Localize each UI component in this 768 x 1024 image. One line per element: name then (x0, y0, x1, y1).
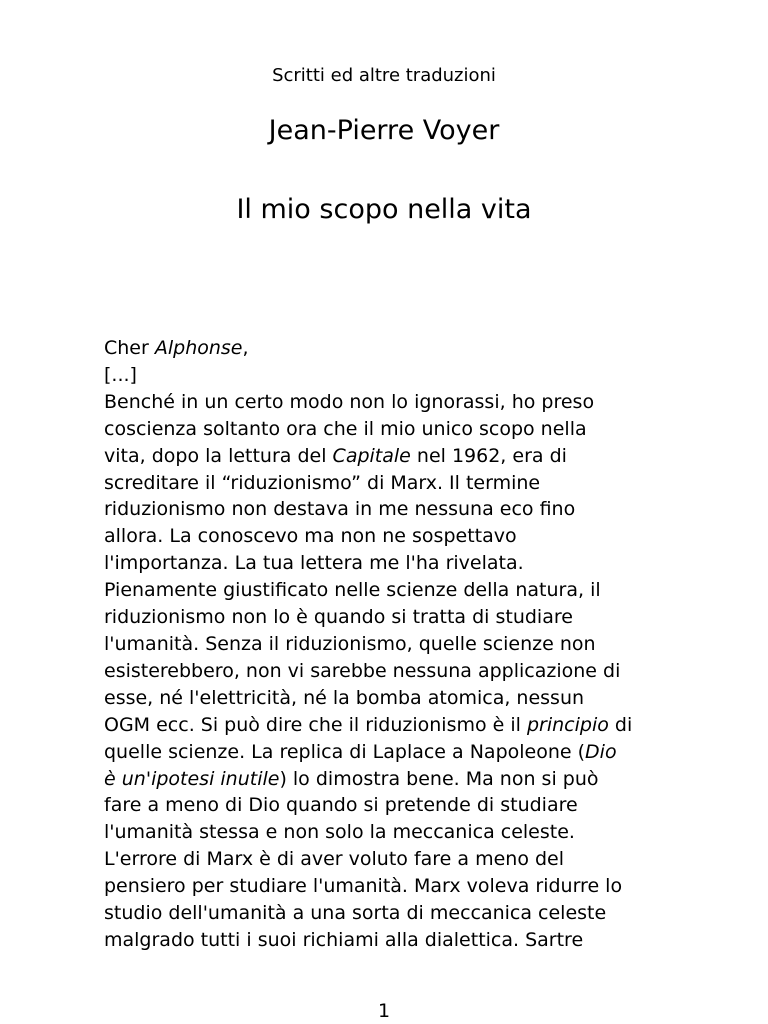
text-run: screditare il “riduzionismo” di Marx. Il termine (104, 471, 541, 494)
text-run: , (242, 337, 249, 359)
italic-text: ipotesi inutile (151, 767, 280, 790)
text-run: Cher (104, 337, 155, 359)
text-run: l'importanza. La tua lettera me l'ha rivelata. (104, 552, 524, 575)
body-line (104, 658, 684, 685)
document-title: Il mio scopo nella vita (236, 194, 532, 225)
italic-text: Dio (585, 740, 617, 763)
body-line (104, 900, 684, 927)
text-run: L'errore di Marx è di aver voluto fare a meno del (104, 848, 565, 871)
text-run: ) lo dimostra bene. Ma non si può (279, 767, 599, 790)
text-run: vita, dopo la lettura del (104, 444, 333, 467)
italic-text: è un (104, 767, 146, 790)
italic-text: Alphonse (154, 337, 243, 359)
body-line (104, 443, 684, 470)
italic-text: Capitale (332, 444, 411, 467)
body-line (104, 496, 684, 523)
text-run: esisterebbero, non vi sarebbe nessuna applicazione di (104, 659, 621, 682)
body-line (104, 927, 684, 954)
body-line (104, 685, 684, 712)
page-number: 1 (377, 1000, 391, 1022)
body-line (104, 631, 684, 658)
body-line (104, 873, 684, 900)
text-run: riduzionismo non destava in me nessuna eco fino (104, 498, 576, 521)
body-line (104, 792, 684, 819)
text-run: Pienamente giustificato nelle scienze della natura, il (104, 579, 601, 602)
body-line (104, 712, 684, 739)
text-run: pensiero per studiare l'umanità. Marx voleva ridurre lo (104, 875, 623, 898)
text-run: studio dell'umanità a una sorta di meccanica celeste (104, 902, 607, 925)
body-line (104, 577, 684, 604)
body-line (104, 335, 684, 362)
body-line (104, 819, 684, 846)
body-text (104, 335, 684, 954)
text-run: OGM ecc. Si può dire che il riduzionismo è il (104, 713, 527, 736)
text-run: nel 1962, era di (410, 444, 567, 467)
body-line (104, 739, 684, 766)
body-line (104, 523, 684, 550)
text-run: esse, né l'elettricità, né la bomba atomica, nessun (104, 686, 585, 709)
text-run: riduzionismo non lo è quando si tratta di studiare (104, 606, 573, 629)
text-run: quelle scienze. La replica di Laplace a Napoleone ( (104, 740, 586, 763)
author-name: Jean-Pierre Voyer (268, 115, 500, 146)
series-title: Scritti ed altre traduzioni (272, 65, 496, 86)
body-line (104, 846, 684, 873)
body-line (104, 416, 684, 443)
body-line (104, 550, 684, 577)
body-line (104, 766, 684, 793)
text-run: di (608, 713, 633, 736)
text-run: malgrado tutti i suoi richiami alla dialettica. Sartre (104, 928, 584, 951)
text-run: coscienza soltanto ora che il mio unico scopo nella (104, 417, 587, 440)
text-run: allora. La conoscevo ma non ne sospettavo (104, 525, 517, 548)
text-run: l'umanità. Senza il riduzionismo, quelle scienze non (104, 632, 596, 655)
body-line (104, 470, 684, 497)
italic-text: principio (526, 713, 609, 736)
text-run: fare a meno di Dio quando si pretende di studiare (104, 794, 578, 817)
body-line (104, 389, 684, 416)
body-line (104, 362, 684, 389)
text-run: l'umanità stessa e non solo la meccanica celeste. (104, 821, 575, 844)
text-run: Benché in un certo modo non lo ignorassi, ho preso (104, 390, 595, 413)
body-line (104, 604, 684, 631)
text-run: [...] (104, 363, 137, 386)
text-run: ' (145, 767, 152, 790)
